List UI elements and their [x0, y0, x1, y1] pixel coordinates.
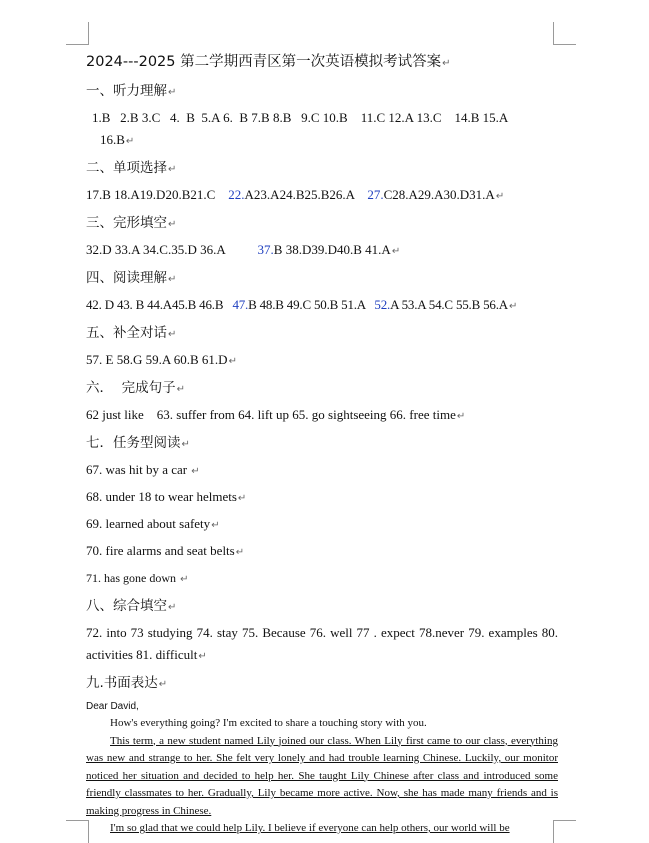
letter-salutation: Dear David,: [86, 701, 139, 712]
answer-70: 70. fire alarms and seat belts↵: [86, 543, 245, 558]
answers-sentences: 62 just like 63. suffer from 64. lift up 65. go sightseeing 66. free time↵: [86, 407, 466, 422]
answer-67: 67. was hit by a car ↵: [86, 462, 200, 477]
letter-paragraph-1: How's everything going? I'm excited to share a touching story with you.: [110, 717, 427, 729]
letter-paragraph-2: This term, a new student named Lily joined our class. When Lily first came to our class, everything was new and strange to her. She felt very lonely and had trouble learning Chinese. Luckily, our monitor noticed her situation and decided to help her. She taught Lily Chinese after class and introduced some friendly classmates to her. Gradually, Lily became more active. Now, she has made many friends and is making progress in Chinese.: [86, 734, 558, 817]
page-corner-mark: [553, 22, 576, 45]
section-heading-writing: 九.书面表达↵: [86, 675, 168, 691]
section-heading-task-reading: 七．任务型阅读↵: [86, 435, 190, 451]
answer-68: 68. under 18 to wear helmets↵: [86, 489, 247, 504]
section-heading-sentences: 六． 完成句子↵: [86, 380, 185, 396]
section-heading-dialogue: 五、补全对话↵: [86, 325, 177, 341]
answer-69: 69. learned about safety↵: [86, 516, 220, 531]
section-heading-listening: 一、听力理解↵: [86, 83, 177, 99]
answers-listening: 1.B 2.B 3.C 4. B 5.A 6. B 7.B 8.B 9.C 10.B 11.C 12.A 13.C 14.B 15.A: [92, 110, 509, 125]
section-heading-choice: 二、单项选择↵: [86, 160, 177, 176]
answers-listening-cont: 16.B↵: [100, 132, 135, 147]
letter-paragraph-3: I'm so glad that we could help Lily. I believe if everyone can help others, our world will be: [110, 822, 510, 834]
answers-fill: 72. into 73 studying 74. stay 75. Because 76. well 77 . expect 78.never 79. examples 80. activities 81. difficult↵: [86, 625, 558, 662]
answers-cloze: 32.D 33.A 34.C.35.D 36.A 37.B 38.D39.D40.B 41.A↵: [86, 242, 401, 257]
answers-reading: 42. D 43. B 44.A45.B 46.B 47.B 48.B 49.C 50.B 51.A 52.A 53.A 54.C 55.B 56.A↵: [86, 297, 518, 312]
section-heading-reading: 四、阅读理解↵: [86, 270, 177, 286]
page-corner-mark: [66, 22, 89, 45]
answer-71: 71. has gone down ↵: [86, 571, 189, 585]
answers-choice: 17.B 18.A19.D20.B21.C 22.A23.A24.B25.B26.A 27.C28.A29.A30.D31.A↵: [86, 187, 505, 202]
section-heading-fill: 八、综合填空↵: [86, 598, 177, 614]
section-heading-cloze: 三、完形填空↵: [86, 215, 177, 231]
answers-dialogue: 57. E 58.G 59.A 60.B 61.D↵: [86, 352, 237, 367]
letter-body: [86, 715, 558, 838]
page-title: 2024---2025 第二学期西青区第一次英语模拟考试答案↵: [86, 54, 451, 70]
answer-sheet: [86, 50, 558, 838]
